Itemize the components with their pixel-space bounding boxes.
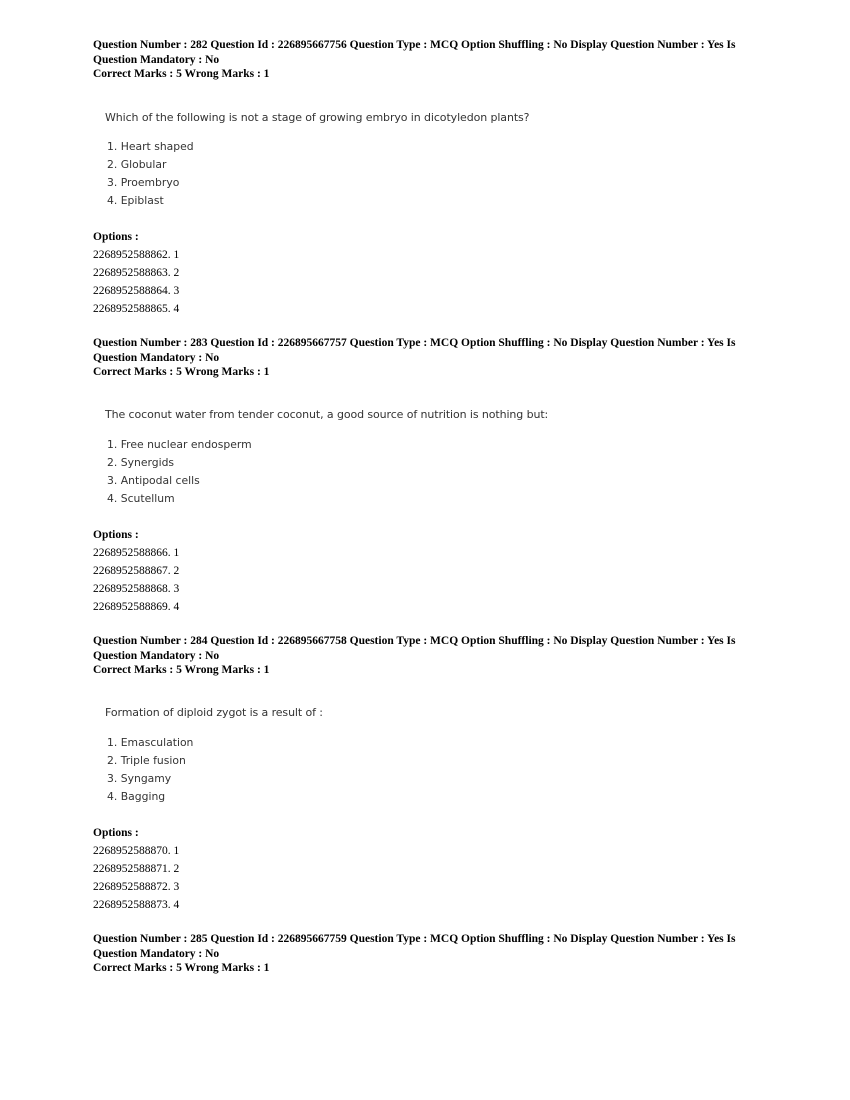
question-meta [93,336,773,380]
question-meta [93,634,773,678]
option-item: 2268952588868. 3 [93,583,180,595]
question-meta-line2: Question Mandatory : No [93,947,220,960]
option-item: 2268952588864. 3 [93,285,180,297]
answer-choices [107,138,194,210]
question-block-285 [93,932,773,976]
choice-item: 4. Scutellum [107,492,175,505]
question-meta-line2: Question Mandatory : No [93,351,220,364]
option-item: 2268952588870. 1 [93,845,180,857]
options-heading: Options : [93,231,139,243]
choice-item: 2. Triple fusion [107,754,186,767]
question-text: Which of the following is not a stage of growing embryo in dicotyledon plants? [105,111,530,124]
options-list [93,246,179,318]
option-item: 2268952588873. 4 [93,899,180,911]
choice-item: 1. Heart shaped [107,140,194,153]
question-marks: Correct Marks : 5 Wrong Marks : 1 [93,366,270,378]
question-meta [93,932,773,976]
answer-choices [107,436,252,508]
question-meta-line1: Question Number : 283 Question Id : 226895667757 Question Type : MCQ Option Shuffling : No Display Question Number : Yes Is [93,337,736,349]
question-meta [93,38,773,82]
option-item: 2268952588871. 2 [93,863,180,875]
question-marks: Correct Marks : 5 Wrong Marks : 1 [93,962,270,974]
answer-choices [107,734,193,806]
option-item: 2268952588867. 2 [93,565,180,577]
options-list [93,544,179,616]
question-block-284 [93,634,773,911]
choice-item: 2. Synergids [107,456,175,469]
choice-item: 3. Proembryo [107,176,180,189]
question-meta-line2: Question Mandatory : No [93,53,220,66]
option-item: 2268952588862. 1 [93,249,180,261]
question-block-283 [93,336,773,613]
question-marks: Correct Marks : 5 Wrong Marks : 1 [93,68,270,80]
option-item: 2268952588869. 4 [93,601,180,613]
question-marks: Correct Marks : 5 Wrong Marks : 1 [93,664,270,676]
choice-item: 3. Syngamy [107,772,172,785]
question-meta-line1: Question Number : 284 Question Id : 226895667758 Question Type : MCQ Option Shuffling : No Display Question Number : Yes Is [93,635,736,647]
question-meta-line2: Question Mandatory : No [93,649,220,662]
option-item: 2268952588872. 3 [93,881,180,893]
choice-item: 3. Antipodal cells [107,474,200,487]
choice-item: 1. Free nuclear endosperm [107,438,252,451]
question-meta-line1: Question Number : 285 Question Id : 226895667759 Question Type : MCQ Option Shuffling : No Display Question Number : Yes Is [93,933,736,945]
choice-item: 2. Globular [107,158,167,171]
question-meta-line1: Question Number : 282 Question Id : 226895667756 Question Type : MCQ Option Shuffling : No Display Question Number : Yes Is [93,39,736,51]
question-text: Formation of diploid zygot is a result of : [105,706,323,719]
question-text: The coconut water from tender coconut, a good source of nutrition is nothing but: [105,408,549,421]
option-item: 2268952588863. 2 [93,267,180,279]
option-item: 2268952588866. 1 [93,547,180,559]
options-heading: Options : [93,529,139,541]
choice-item: 4. Bagging [107,790,166,803]
option-item: 2268952588865. 4 [93,303,180,315]
choice-item: 4. Epiblast [107,194,164,207]
choice-item: 1. Emasculation [107,736,194,749]
options-list [93,842,179,914]
options-heading: Options : [93,827,139,839]
question-block-282 [93,38,773,315]
